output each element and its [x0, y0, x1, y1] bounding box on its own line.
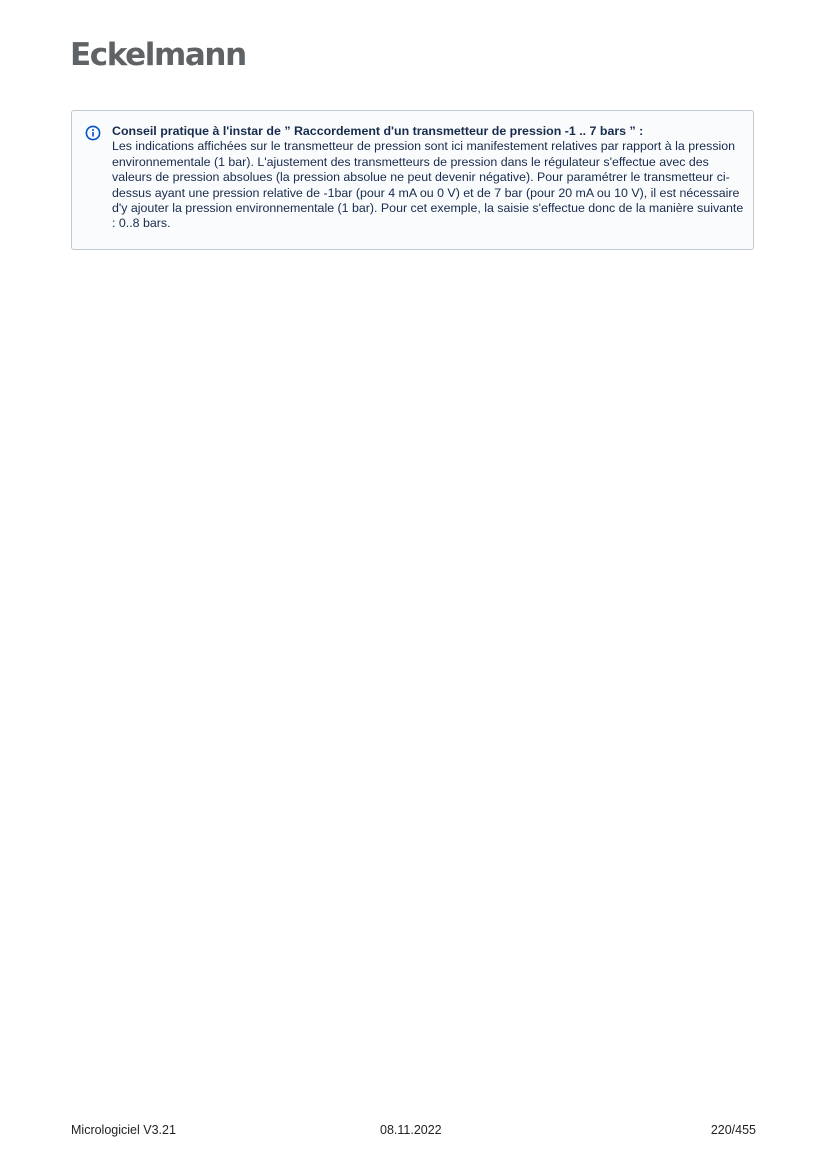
- info-body: [112, 124, 744, 232]
- company-logo: Eckelmann: [70, 37, 246, 73]
- info-icon: [85, 125, 101, 141]
- info-panel: [71, 110, 754, 250]
- footer-firmware-version: Micrologiciel V3.21: [71, 1123, 176, 1137]
- info-title: Conseil pratique à l'instar de ” Raccordement d'un transmetteur de pression -1 .. 7 bars ” :: [112, 124, 644, 138]
- footer-date: 08.11.2022: [380, 1123, 442, 1137]
- footer-page-number: 220/455: [710, 1123, 756, 1137]
- info-text: Les indications affichées sur le transmetteur de pression sont ici manifestement relatives par rapport à la pression environnementale (1 bar). L'ajustement des transmetteurs de pression dans le régulateur s'effectue avec des valeurs de pression absolues (la pression absolue ne peut devenir négative). Pour paramétrer le transmetteur ci-dessus ayant une pression relative de -1bar (pour 4 mA ou 0 V) et de 7 bar (pour 20 mA ou 10 V), il est nécessaire d'y ajouter la pression environnementale (1 bar). Pour cet exemple, la saisie s'effectue donc de la manière suivante : 0..8 bars.: [112, 139, 744, 231]
